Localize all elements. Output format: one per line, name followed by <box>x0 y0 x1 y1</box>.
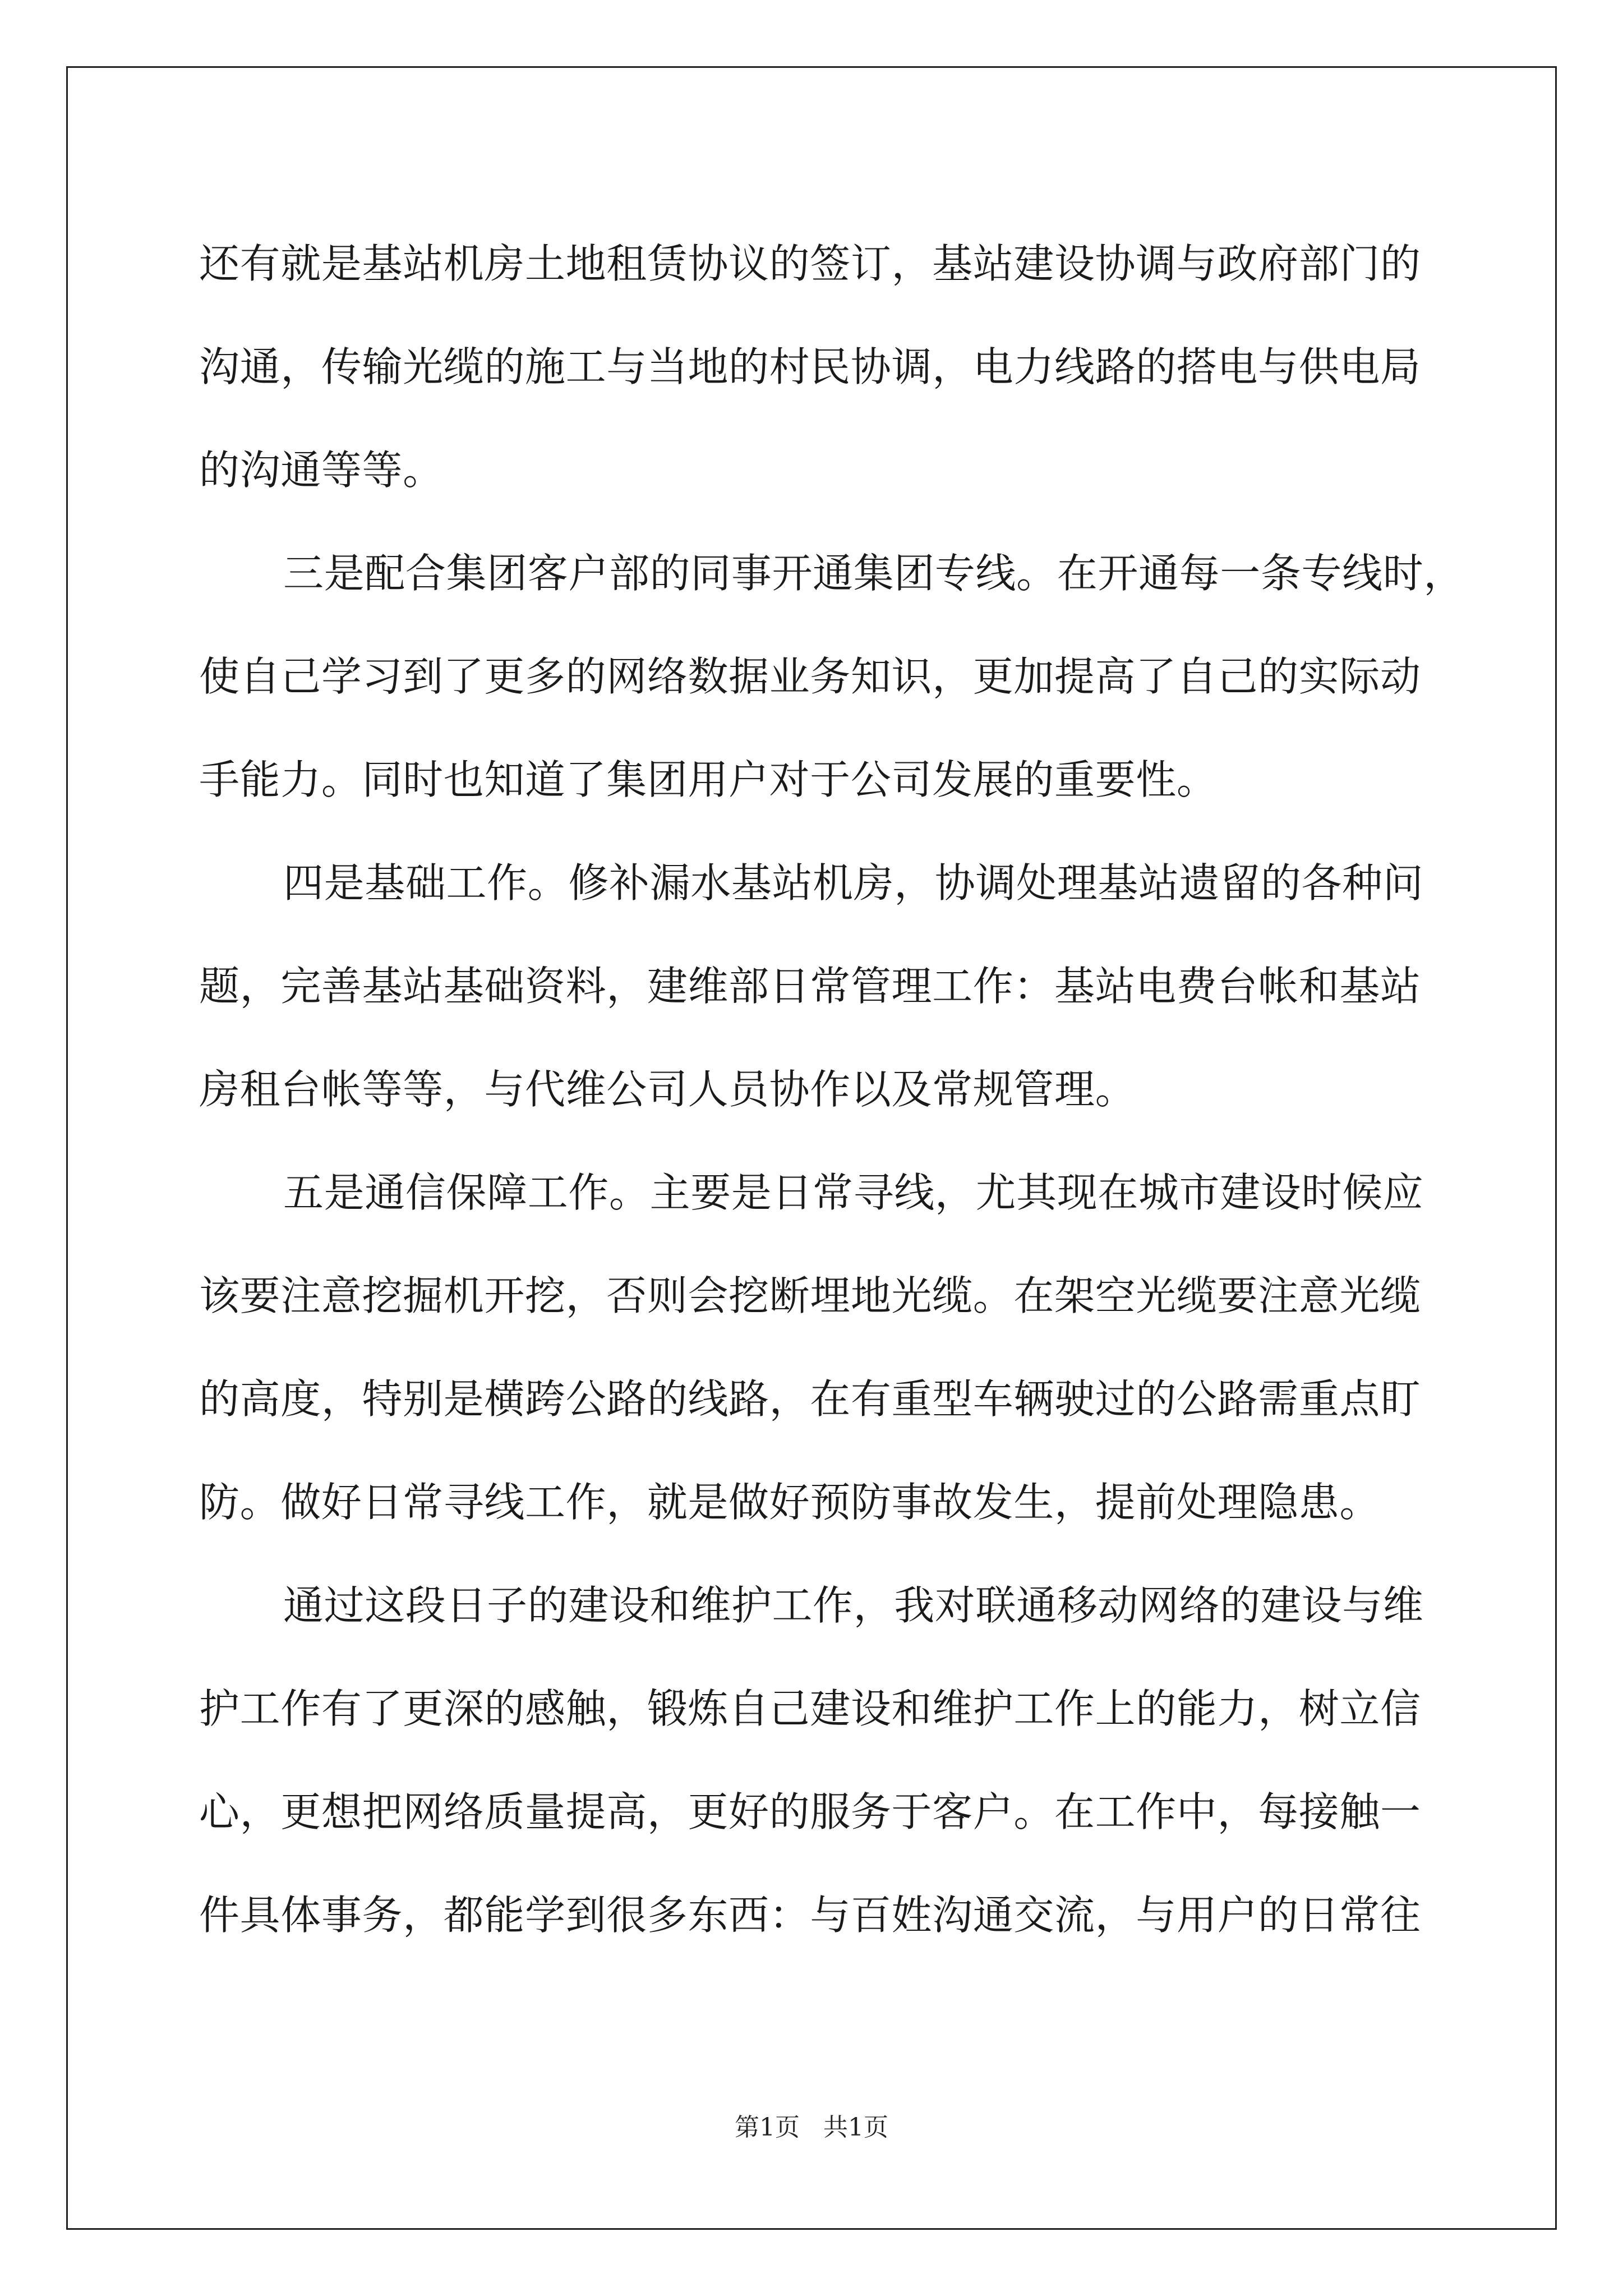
text-line: 使自己学习到了更多的网络数据业务知识，更加提高了自己的实际动 <box>199 653 1421 700</box>
document-body <box>199 212 1464 1967</box>
page-number: 第1页 共1页 <box>735 2113 888 2142</box>
text-line: 还有就是基站机房土地租赁协议的签订，基站建设协调与政府部门的 <box>199 240 1421 287</box>
text-line: 护工作有了更深的感触，锻炼自己建设和维护工作上的能力，树立信 <box>199 1685 1421 1732</box>
text-line: 沟通，传输光缆的施工与当地的村民协调，电力线路的搭电与供电局 <box>199 343 1421 390</box>
text-line: 的高度，特别是横跨公路的线路，在有重型车辆驶过的公路需重点盯 <box>199 1375 1421 1423</box>
text-line: 件具体事务，都能学到很多东西：与百姓沟通交流，与用户的日常往 <box>199 1892 1421 1939</box>
paragraph-first-line: 五是通信保障工作。主要是日常寻线，尤其现在城市建设时候应 <box>283 1169 1424 1216</box>
text-line: 防。做好日常寻线工作，就是做好预防事故发生，提前处理隐患。 <box>199 1479 1380 1526</box>
paragraph-first-line: 三是配合集团客户部的同事开通集团专线。在开通每一条专线时， <box>283 550 1464 597</box>
text-line: 的沟通等等。 <box>199 447 444 494</box>
text-line: 房租台帐等等，与代维公司人员协作以及常规管理。 <box>199 1066 1136 1113</box>
text-line: 手能力。同时也知道了集团用户对于公司发展的重要性。 <box>199 756 1218 803</box>
paragraph-first-line: 四是基础工作。修补漏水基站机房，协调处理基站遗留的各种问 <box>283 859 1424 907</box>
paragraph-first-line: 通过这段日子的建设和维护工作，我对联通移动网络的建设与维 <box>283 1582 1424 1629</box>
text-line: 题，完善基站基础资料，建维部日常管理工作：基站电费台帐和基站 <box>199 963 1421 1010</box>
text-line: 该要注意挖掘机开挖，否则会挖断埋地光缆。在架空光缆要注意光缆 <box>199 1272 1421 1319</box>
page-footer <box>0 2111 1623 2145</box>
text-line: 心，更想把网络质量提高，更好的服务于客户。在工作中，每接触一 <box>199 1788 1421 1835</box>
